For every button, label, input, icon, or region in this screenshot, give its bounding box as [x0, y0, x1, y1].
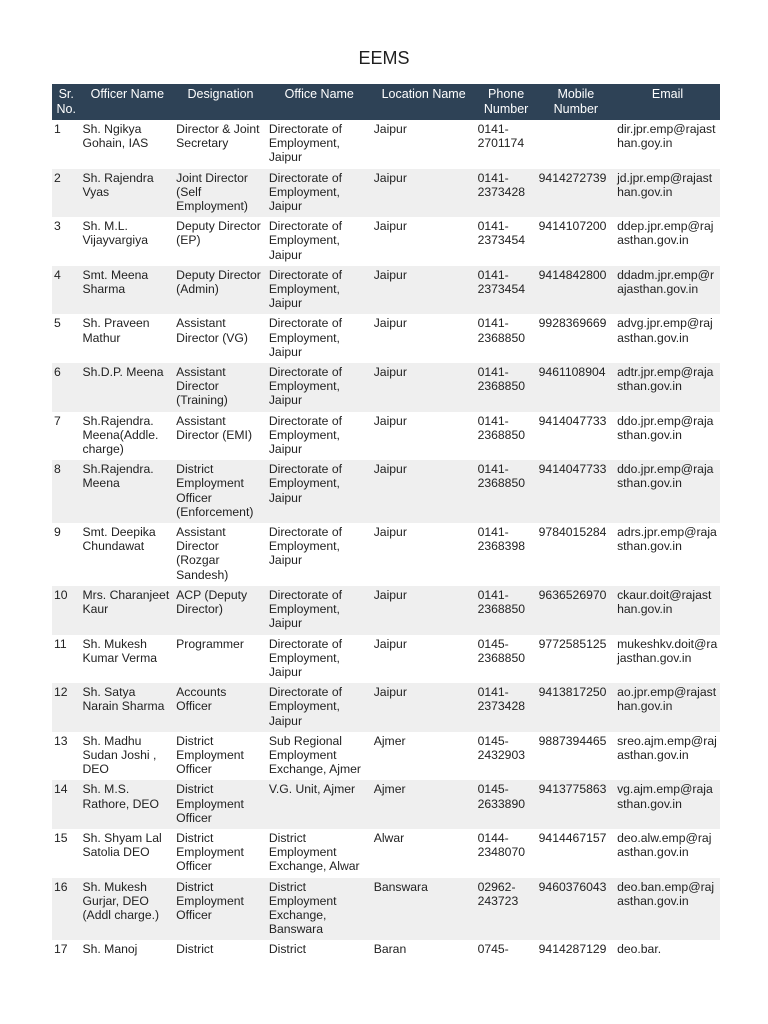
cell-officer-name: Sh. Rajendra Vyas [81, 169, 175, 218]
cell-office-name: Directorate of Employment, Jaipur [267, 412, 372, 461]
cell-phone-number: 0141-2368850 [476, 412, 537, 461]
cell-email: vg.ajm.emp@rajasthan.gov.in [615, 780, 720, 829]
table-header-row [52, 84, 720, 120]
cell-office-name: Directorate of Employment, Jaipur [267, 635, 372, 684]
cell-mobile-number: 9887394465 [537, 732, 615, 781]
table-row [52, 940, 720, 960]
officer-contact-table [52, 84, 720, 961]
cell-office-name: Sub Regional Employment Exchange, Ajmer [267, 732, 372, 781]
cell-location-name: Jaipur [372, 683, 476, 732]
cell-email: deo.alw.emp@rajasthan.gov.in [615, 829, 720, 878]
cell-email: deo.ban.emp@rajasthan.gov.in [615, 878, 720, 941]
cell-sr-no: 1 [52, 120, 81, 169]
cell-location-name: Alwar [372, 829, 476, 878]
cell-mobile-number: 9636526970 [537, 586, 615, 635]
cell-officer-name: Sh. Madhu Sudan Joshi , DEO [81, 732, 175, 781]
cell-phone-number: 0141-2373428 [476, 169, 537, 218]
cell-sr-no: 9 [52, 523, 81, 586]
cell-email: ddo.jpr.emp@rajasthan.gov.in [615, 412, 720, 461]
cell-email: advg.jpr.emp@rajasthan.gov.in [615, 314, 720, 363]
cell-phone-number: 0145-2432903 [476, 732, 537, 781]
cell-phone-number: 0141-2368398 [476, 523, 537, 586]
table-row [52, 829, 720, 878]
cell-officer-name: Sh. Praveen Mathur [81, 314, 175, 363]
cell-sr-no: 8 [52, 460, 81, 523]
cell-office-name: V.G. Unit, Ajmer [267, 780, 372, 829]
cell-designation: District Employment Officer [174, 829, 267, 878]
cell-officer-name: Sh.Rajendra. Meena [81, 460, 175, 523]
cell-sr-no: 2 [52, 169, 81, 218]
cell-designation: Joint Director (Self Employment) [174, 169, 267, 218]
cell-officer-name: Sh. Ngikya Gohain, IAS [81, 120, 175, 169]
cell-sr-no: 14 [52, 780, 81, 829]
cell-location-name: Jaipur [372, 460, 476, 523]
table-row [52, 878, 720, 941]
cell-sr-no: 11 [52, 635, 81, 684]
cell-officer-name: Sh. Shyam Lal Satolia DEO [81, 829, 175, 878]
cell-location-name: Ajmer [372, 732, 476, 781]
column-header-sr-no: Sr. No. [52, 84, 81, 120]
table-row [52, 523, 720, 586]
cell-officer-name: Sh.D.P. Meena [81, 363, 175, 412]
cell-phone-number: 0145-2368850 [476, 635, 537, 684]
cell-mobile-number: 9414107200 [537, 217, 615, 266]
cell-location-name: Jaipur [372, 120, 476, 169]
cell-location-name: Jaipur [372, 586, 476, 635]
cell-location-name: Ajmer [372, 780, 476, 829]
cell-mobile-number: 9414047733 [537, 460, 615, 523]
cell-sr-no: 7 [52, 412, 81, 461]
cell-mobile-number: 9784015284 [537, 523, 615, 586]
cell-designation: Accounts Officer [174, 683, 267, 732]
cell-sr-no: 5 [52, 314, 81, 363]
page-title: EEMS [358, 48, 410, 68]
cell-designation: Assistant Director (Rozgar Sandesh) [174, 523, 267, 586]
cell-designation: Director & Joint Secretary [174, 120, 267, 169]
cell-designation: District Employment Officer [174, 780, 267, 829]
cell-email: jd.jpr.emp@rajasthan.gov.in [615, 169, 720, 218]
table-row [52, 120, 720, 169]
cell-officer-name: Sh. Manoj [81, 940, 175, 960]
table-row [52, 683, 720, 732]
cell-sr-no: 12 [52, 683, 81, 732]
cell-designation: Programmer [174, 635, 267, 684]
cell-mobile-number: 9413775863 [537, 780, 615, 829]
cell-office-name: Directorate of Employment, Jaipur [267, 523, 372, 586]
table-body [52, 120, 720, 961]
cell-designation: District Employment Officer (Enforcement) [174, 460, 267, 523]
cell-location-name: Jaipur [372, 363, 476, 412]
cell-location-name: Baran [372, 940, 476, 960]
cell-office-name: Directorate of Employment, Jaipur [267, 586, 372, 635]
cell-office-name: Directorate of Employment, Jaipur [267, 460, 372, 523]
cell-phone-number: 0141-2368850 [476, 586, 537, 635]
cell-mobile-number: 9414287129 [537, 940, 615, 960]
cell-phone-number: 0745- [476, 940, 537, 960]
cell-email: ao.jpr.emp@rajasthan.gov.in [615, 683, 720, 732]
cell-officer-name: Sh. Satya Narain Sharma [81, 683, 175, 732]
cell-location-name: Jaipur [372, 523, 476, 586]
cell-location-name: Jaipur [372, 412, 476, 461]
cell-phone-number: 0145-2633890 [476, 780, 537, 829]
cell-phone-number: 0141-2368850 [476, 314, 537, 363]
cell-designation: District Employment Officer [174, 878, 267, 941]
cell-email: ddep.jpr.emp@rajasthan.gov.in [615, 217, 720, 266]
cell-office-name: Directorate of Employment, Jaipur [267, 217, 372, 266]
column-header-office-name: Office Name [267, 84, 372, 120]
table-row [52, 732, 720, 781]
cell-phone-number: 0141-2368850 [476, 363, 537, 412]
cell-location-name: Jaipur [372, 635, 476, 684]
cell-location-name: Jaipur [372, 314, 476, 363]
cell-email: mukeshkv.doit@rajasthan.gov.in [615, 635, 720, 684]
column-header-officer-name: Officer Name [81, 84, 175, 120]
cell-office-name: District Employment Exchange, Banswara [267, 878, 372, 941]
cell-officer-name: Sh. M.L. Vijayvargiya [81, 217, 175, 266]
cell-mobile-number: 9413817250 [537, 683, 615, 732]
cell-phone-number: 0141-2701174 [476, 120, 537, 169]
cell-phone-number: 0141-2373454 [476, 217, 537, 266]
cell-officer-name: Smt. Deepika Chundawat [81, 523, 175, 586]
cell-office-name: Directorate of Employment, Jaipur [267, 363, 372, 412]
cell-phone-number: 0141-2373454 [476, 266, 537, 315]
cell-mobile-number [537, 120, 615, 169]
cell-designation: Deputy Director (Admin) [174, 266, 267, 315]
cell-officer-name: Sh. M.S. Rathore, DEO [81, 780, 175, 829]
table-row [52, 412, 720, 461]
table-row [52, 266, 720, 315]
cell-email: ddadm.jpr.emp@rajasthan.gov.in [615, 266, 720, 315]
cell-designation: Assistant Director (EMI) [174, 412, 267, 461]
cell-sr-no: 10 [52, 586, 81, 635]
cell-officer-name: Sh. Mukesh Gurjar, DEO (Addl charge.) [81, 878, 175, 941]
cell-mobile-number: 9772585125 [537, 635, 615, 684]
cell-designation: ACP (Deputy Director) [174, 586, 267, 635]
cell-phone-number: 0144-2348070 [476, 829, 537, 878]
cell-office-name: District Employment Exchange, Alwar [267, 829, 372, 878]
column-header-phone-number: Phone Number [476, 84, 537, 120]
cell-officer-name: Smt. Meena Sharma [81, 266, 175, 315]
cell-office-name: Directorate of Employment, Jaipur [267, 169, 372, 218]
table-row [52, 314, 720, 363]
cell-sr-no: 15 [52, 829, 81, 878]
cell-phone-number: 0141-2368850 [476, 460, 537, 523]
cell-location-name: Jaipur [372, 266, 476, 315]
cell-officer-name: Sh. Mukesh Kumar Verma [81, 635, 175, 684]
table-row [52, 780, 720, 829]
cell-office-name: Directorate of Employment, Jaipur [267, 314, 372, 363]
cell-location-name: Banswara [372, 878, 476, 941]
cell-sr-no: 3 [52, 217, 81, 266]
column-header-location-name: Location Name [372, 84, 476, 120]
table-row [52, 460, 720, 523]
cell-mobile-number: 9414272739 [537, 169, 615, 218]
cell-officer-name: Sh.Rajendra. Meena(Addle. charge) [81, 412, 175, 461]
table-row [52, 169, 720, 218]
cell-designation: Deputy Director (EP) [174, 217, 267, 266]
cell-mobile-number: 9414842800 [537, 266, 615, 315]
table-row [52, 635, 720, 684]
cell-office-name: District [267, 940, 372, 960]
cell-mobile-number: 9414467157 [537, 829, 615, 878]
cell-sr-no: 4 [52, 266, 81, 315]
cell-office-name: Directorate of Employment, Jaipur [267, 266, 372, 315]
cell-phone-number: 0141-2373428 [476, 683, 537, 732]
table-row [52, 586, 720, 635]
cell-location-name: Jaipur [372, 169, 476, 218]
cell-office-name: Directorate of Employment, Jaipur [267, 683, 372, 732]
cell-mobile-number: 9928369669 [537, 314, 615, 363]
column-header-designation: Designation [174, 84, 267, 120]
cell-sr-no: 16 [52, 878, 81, 941]
cell-sr-no: 17 [52, 940, 81, 960]
cell-sr-no: 13 [52, 732, 81, 781]
cell-email: ckaur.doit@rajasthan.gov.in [615, 586, 720, 635]
cell-designation: District Employment Officer [174, 732, 267, 781]
cell-office-name: Directorate of Employment, Jaipur [267, 120, 372, 169]
table-row [52, 363, 720, 412]
cell-designation: District [174, 940, 267, 960]
cell-sr-no: 6 [52, 363, 81, 412]
cell-email: adtr.jpr.emp@rajasthan.gov.in [615, 363, 720, 412]
cell-mobile-number: 9460376043 [537, 878, 615, 941]
table-row [52, 217, 720, 266]
cell-designation: Assistant Director (Training) [174, 363, 267, 412]
cell-designation: Assistant Director (VG) [174, 314, 267, 363]
cell-phone-number: 02962-243723 [476, 878, 537, 941]
cell-mobile-number: 9461108904 [537, 363, 615, 412]
cell-email: adrs.jpr.emp@rajasthan.gov.in [615, 523, 720, 586]
cell-location-name: Jaipur [372, 217, 476, 266]
cell-email: ddo.jpr.emp@rajasthan.gov.in [615, 460, 720, 523]
cell-email: sreo.ajm.emp@rajasthan.gov.in [615, 732, 720, 781]
column-header-email: Email [615, 84, 720, 120]
column-header-mobile-number: Mobile Number [537, 84, 615, 120]
cell-officer-name: Mrs. Charanjeet Kaur [81, 586, 175, 635]
cell-email: dir.jpr.emp@rajasthan.goy.in [615, 120, 720, 169]
cell-email: deo.bar. [615, 940, 720, 960]
cell-mobile-number: 9414047733 [537, 412, 615, 461]
